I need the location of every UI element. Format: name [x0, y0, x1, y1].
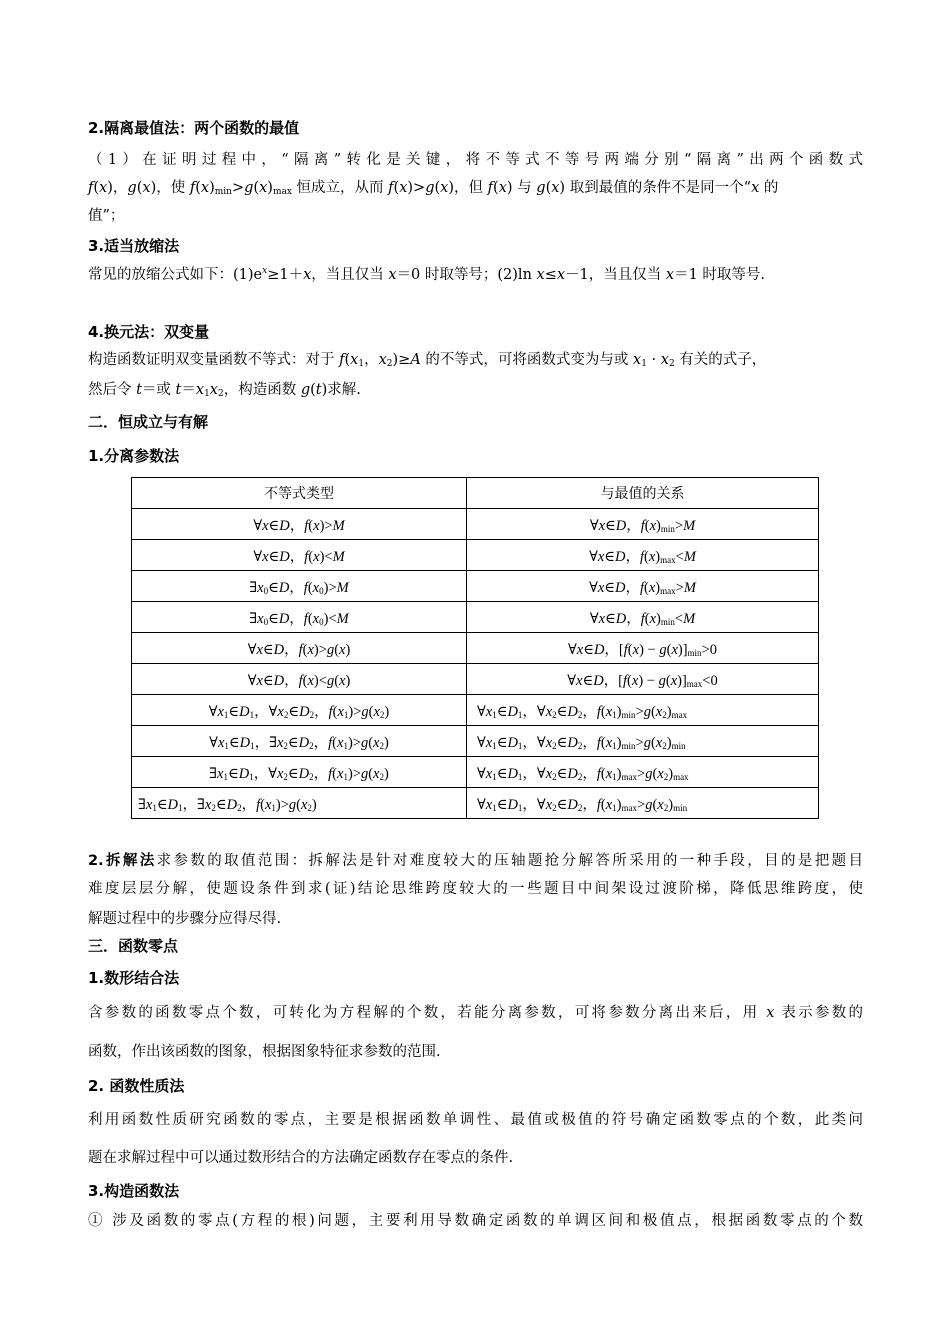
properties-paragraph-line1: 利用函数性质研究函数的零点，主要是根据函数单调性、最值或极值的符号确定函数零点的个数，此类问 — [88, 1112, 863, 1128]
table-row — [132, 602, 819, 633]
isolation-paragraph-line1: （1）在证明过程中，“隔离”转化是关键，将不等式不等号两端分别“隔离”出两个函数式 — [88, 152, 863, 168]
table-row — [132, 757, 819, 788]
substitution-line1: 构造函数证明双变量函数不等式：对于 $f(x_1$，$x_2)\ge A$ 的不等式，可将函数式变为与或 $x_1 \cdot x_2$ 有关的式子， — [88, 352, 767, 369]
section-heading-separate-parameter: 1.分离参数法 — [88, 447, 180, 465]
graphical-paragraph-line1: 含参数的函数零点个数，可转化为方程解的个数，若能分离参数，可将参数分离出来后，用 x 表示参数的 — [88, 1005, 864, 1021]
section-heading-scaling: 3.适当放缩法 — [88, 237, 180, 255]
table-cell: ∀x∈D，f(x)<M — [132, 540, 467, 571]
decompose-paragraph-line2: 难度层层分解，使题设条件到求(证)结论思维跨度较大的一些题目中间架设过渡阶梯，降低思维跨度，使 — [88, 881, 863, 897]
table-cell: $\forall x_1\in D_1$，$\forall x_2\in D_2$，$f(x_1)_{max}>g(x_2)_{min}$ — [467, 788, 819, 819]
table-cell: $\forall x_1\in D_1$，$\forall x_2\in D_2$，$f(x_1)>g(x_2)$ — [132, 695, 467, 726]
table-cell: $\exists x_0\in D$，$f(x_0)>M$ — [132, 571, 467, 602]
scaling-formula-text: 常见的放缩公式如下：$(1)e^x\ge 1+x$，当且仅当 x＝0 时取等号；(2)ln x≤x－1，当且仅当 x＝1 时取等号. — [88, 266, 766, 283]
graphical-paragraph-line2: 函数，作出该函数的图象，根据图象特征求参数的范围. — [88, 1044, 441, 1060]
table-cell: $\forall x_1\in D_1$，$\forall x_2\in D_2$，$f(x_1)_{max}>g(x_2)_{max}$ — [467, 757, 819, 788]
properties-paragraph-line2: 题在求解过程中可以通过数形结合的方法确定函数存在零点的条件. — [88, 1150, 514, 1166]
table-cell: ∀x∈D，f(x)>g(x) — [132, 633, 467, 664]
table-cell: $\forall x_1\in D_1$，$\exists x_2\in D_2$，$f(x_1)>g(x_2)$ — [132, 726, 467, 757]
table-header-row — [132, 478, 819, 509]
table-cell: ∀x∈D，$f(x)_{min}<M$ — [467, 602, 819, 633]
chapter-heading-always-holds: 二．恒成立与有解 — [88, 413, 209, 431]
table-cell: $\forall x_1\in D_1$，$\forall x_2\in D_2$，$f(x_1)_{min}>g(x_2)_{min}$ — [467, 726, 819, 757]
section-heading-substitution: 4.换元法：双变量 — [88, 323, 210, 341]
substitution-line2: 然后令 t＝或 $t=x_1x_2$，构造函数 g(t)求解. — [88, 382, 361, 399]
section-heading-construct: 3.构造函数法 — [88, 1182, 180, 1200]
decompose-paragraph-line3: 解题过程中的步骤分应得尽得. — [88, 911, 282, 927]
isolation-paragraph-line3: 值”； — [88, 208, 125, 224]
table-row — [132, 788, 819, 819]
construct-paragraph-line1: ① 涉及函数的零点(方程的根)问题，主要利用导数确定函数的单调区间和极值点，根据函数零点的个数 — [88, 1213, 863, 1229]
table-cell: ∀x∈D，$f(x)_{min}>M$ — [467, 509, 819, 540]
section-heading-graphical: 1.数形结合法 — [88, 969, 180, 987]
table-row — [132, 571, 819, 602]
table-cell: ∀x∈D，$[f(x) - g(x)]_{max}<0$ — [467, 664, 819, 695]
table-row — [132, 726, 819, 757]
table-cell: ∀x∈D，$f(x)_{max}<M$ — [467, 540, 819, 571]
table-row — [132, 633, 819, 664]
table-cell: ∀x∈D，f(x)>M — [132, 509, 467, 540]
section-heading-properties: 2. 函数性质法 — [88, 1077, 185, 1095]
table-row — [132, 664, 819, 695]
decompose-lead: 2.拆解法 — [88, 853, 157, 869]
table-row — [132, 695, 819, 726]
section-heading-isolation: 2.隔离最值法：两个函数的最值 — [88, 119, 300, 137]
chapter-heading-zeros: 三．函数零点 — [88, 937, 179, 955]
isolation-paragraph-line2: f(x)，g(x)，使 $f(x)_{min}>g(x)_{max}$ 恒成立，从而 f(x)>g(x)，但 f(x) 与 g(x) 取到最值的条件不是同一个“x 的 — [88, 180, 779, 197]
decompose-paragraph-line1: 2.拆解法求参数的取值范围：拆解法是针对难度较大的压轴题抢分解答所采用的一种手段，目的是把题目 — [88, 853, 863, 869]
table-cell: $\exists x_1\in D_1$，$\exists x_2\in D_2$，$f(x_1)>g(x_2)$ — [132, 788, 467, 819]
table-row — [132, 509, 819, 540]
table-cell: $\exists x_1\in D_1$，$\forall x_2\in D_2$，$f(x_1)>g(x_2)$ — [132, 757, 467, 788]
table-header-cell: 不等式类型 — [132, 478, 467, 509]
table-cell: $\forall x_1\in D_1$，$\forall x_2\in D_2$，$f(x_1)_{min}>g(x_2)_{max}$ — [467, 695, 819, 726]
table-row — [132, 540, 819, 571]
table-cell: $\exists x_0\in D$，$f(x_0)<M$ — [132, 602, 467, 633]
inequality-table — [131, 477, 819, 819]
table-cell: ∀x∈D，$f(x)_{max}>M$ — [467, 571, 819, 602]
table-cell: ∀x∈D，f(x)<g(x) — [132, 664, 467, 695]
table-cell: ∀x∈D，$[f(x) - g(x)]_{min}>0$ — [467, 633, 819, 664]
table-header-cell: 与最值的关系 — [467, 478, 819, 509]
